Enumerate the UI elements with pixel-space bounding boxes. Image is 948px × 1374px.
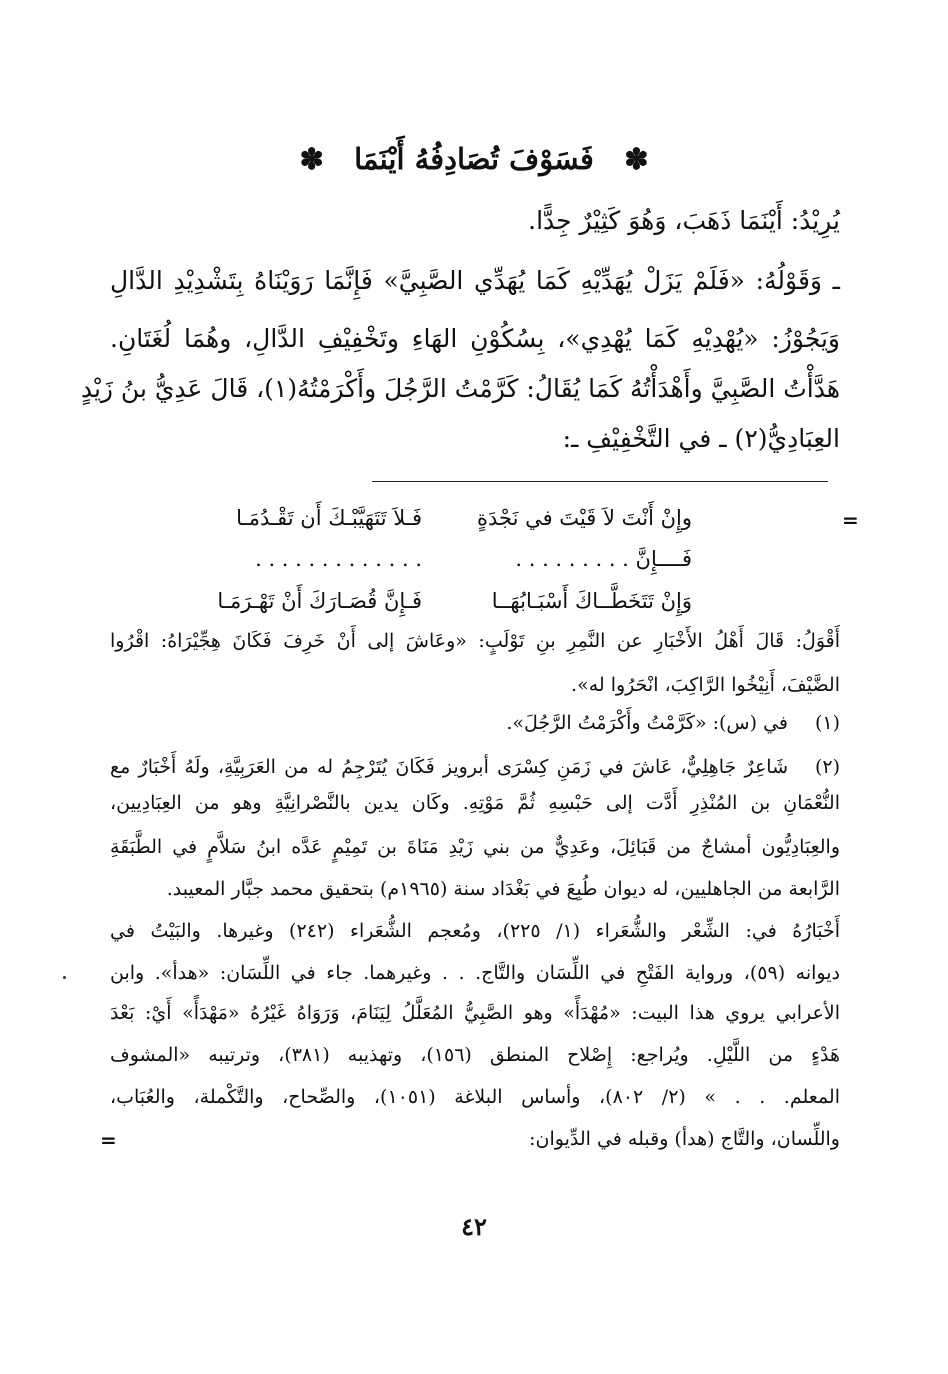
- continuation-mark: =: [842, 508, 859, 532]
- footnote-text-line: واللِّسان، والتَّاج (هدأ) وقبله في الدِّيوان:: [529, 1128, 840, 1150]
- footnote-text-line: ديوانه (٥٩)، ورواية الفَتْحِ في اللِّسَان والتَّاج. . . وغيرهما. جاء في اللِّسَان: «هدأ». وابن: [110, 962, 840, 984]
- main-text-line: العِبَادِيُّ(٢) ـ في التَّخْفِيْفِ ـ:: [562, 424, 840, 453]
- footnote-continuation-line: الضَّيْفَ، أَنِيْخُوا الرَّاكِبَ، انْحَرُوا له».: [571, 674, 840, 696]
- main-text-line: هَدَّأْتُ الصَّبِيَّ وأَهْدَأْتُهُ كَمَا يُقَالُ: كَرَّمْتُ الرَّجُلَ وأَكْرَمْتُهُ(١)، قَالَ عَدِيُّ بنُ زَيْدٍ: [80, 374, 840, 403]
- poem-first-hemistich: فَــــإِنَّ . . . . . . . . .: [515, 547, 692, 571]
- verse-heading-text: فَسَوْفَ تُصَادِفُهُ أَيْنَمَا: [354, 142, 594, 176]
- footnote-text-line: أَخْبَارُهُ في: الشِّعْر والشُّعَراء (١/ ٢٢٥)، ومُعجم الشُّعَراء (٢٤٢) وغيرها. والبَيْتُ في: [110, 920, 840, 942]
- poem-verse: [0, 589, 948, 619]
- scan-speck: [63, 976, 66, 979]
- footnote-text-line: المعلم. . . » (٢/ ٨٠٢)، وأساس البلاغة (١٠٥١)، والصِّحاح، والتَّكْملة، والعُبَاب،: [110, 1086, 840, 1108]
- poem-first-hemistich: وَإِنْ تَتَخَطَّــاكَ أَسْبَـابُهَــا: [491, 589, 692, 613]
- poem-second-hemistich: فَـلاَ تَتَهَيَّبْـكَ أَن تَقْـدُمَـا: [236, 506, 422, 530]
- footnote-text-line: النُّعْمَانِ بن المُنْذِرِ أَدَّت إلى حَبْسِهِ ثُمَّ مَوْتِهِ. وكَان يدين بالنَّصْرانِيَّةِ وهو من العِبَادِيين،: [110, 792, 840, 814]
- footnote-text-line: شَاعِرٌ جَاهِلِيٌّ، عَاشَ في زَمَنِ كِسْرَى أبرويز فَكَانَ يُتَرْجِمُ له من العَرَبِيَّةِ، ولَهُ أَخْبَارٌ مع: [110, 756, 788, 778]
- footnote-2: [110, 756, 840, 786]
- star-ornament-left: ✽: [299, 142, 324, 176]
- continuation-mark: =: [100, 1128, 117, 1152]
- footnote-text-line: والعِبَادِيُّون أمشاجٌ من قَبَائِلَ، وعَدِيٌّ من بني زَيْدِ مَنَاةَ بن تَمِيْمٍ عَدَّه ابنُ سَلاَّمٍ في الطَّبَقَةِ: [110, 836, 840, 858]
- footnote-text-line: هَدْءٍ من اللَّيْلِ. ويُراجع: إِصْلاح المنطق (١٥٦)، وتهذيبه (٣٨١)، وترتيبه «المشوف: [110, 1044, 840, 1066]
- main-text-line: يُرِيْدُ: أَيْنَمَا ذَهَبَ، وَهُوَ كَثِيْرٌ جِدًّا.: [528, 206, 840, 235]
- footnote-text-line: الأعرابي يروي هذا البيت: «مُهْدَأً» وهو الصَّبِيُّ المُعَلَّلُ لِيَنَامَ، وَرَوَاهُ غَيْرُهُ «مَهْدَأً» أَيْ: بَعْدَ: [110, 1002, 840, 1024]
- poem-second-hemistich: . . . . . . . . . . . . .: [255, 547, 422, 571]
- main-text-line: ـ وَقَوْلُهُ: «فَلَمْ يَزَلْ يُهَدِّيْهِ كَمَا يُهَدِّي الصَّبِيَّ» فَإِنَّمَا رَوَيْنَاهُ بِتَشْدِيْدِ الدَّالِ: [110, 266, 840, 295]
- poem-first-hemistich: وإِنْ أَنْتَ لاَ قَيْتَ في نَجْدَةٍ: [476, 506, 692, 530]
- footnote-1: [110, 712, 840, 742]
- verse-heading: [0, 142, 948, 176]
- footnote-separator: [372, 481, 828, 482]
- page-number: ٤٢: [461, 1212, 487, 1241]
- poem-verse: [0, 547, 948, 577]
- main-text-line: وَيَجُوْزُ: «يُهْدِيْهِ كَمَا يُهْدِي»، بِسُكُوْنِ الهَاءِ وتَخْفِيْفِ الدَّالِ، وهُمَا لُغَتَانِ.: [110, 324, 840, 353]
- footnote-continuation-line: أَقْوَلُ: قَالَ أَهْلُ الأَخْبَارِ عن النَّمِرِ بنِ تَوْلَبٍ: «وعَاشَ إلى أَنْ خَرِفَ فَكَانَ هِجِّيْرَاهُ: اقْرُوا: [110, 630, 840, 652]
- poem-verse: [0, 506, 948, 536]
- star-ornament-right: ✽: [624, 142, 649, 176]
- poem-second-hemistich: فَـإِنَّ قُصَـارَكَ أَنْ تَهْـرَمَـا: [217, 589, 422, 613]
- footnote-text-line: في (س): «كَرَّمْتُ وأَكْرَمْتُ الرَّجُلَ».: [506, 712, 788, 734]
- footnote-number: (١): [814, 712, 840, 734]
- footnote-number: (٢): [814, 756, 840, 778]
- footnote-text-line: الرَّابعة من الجاهليين، له ديوان طُبِعَ في بَغْدَاد سنة (١٩٦٥م) بتحقيق محمد جبَّار المعيبد.: [166, 878, 840, 900]
